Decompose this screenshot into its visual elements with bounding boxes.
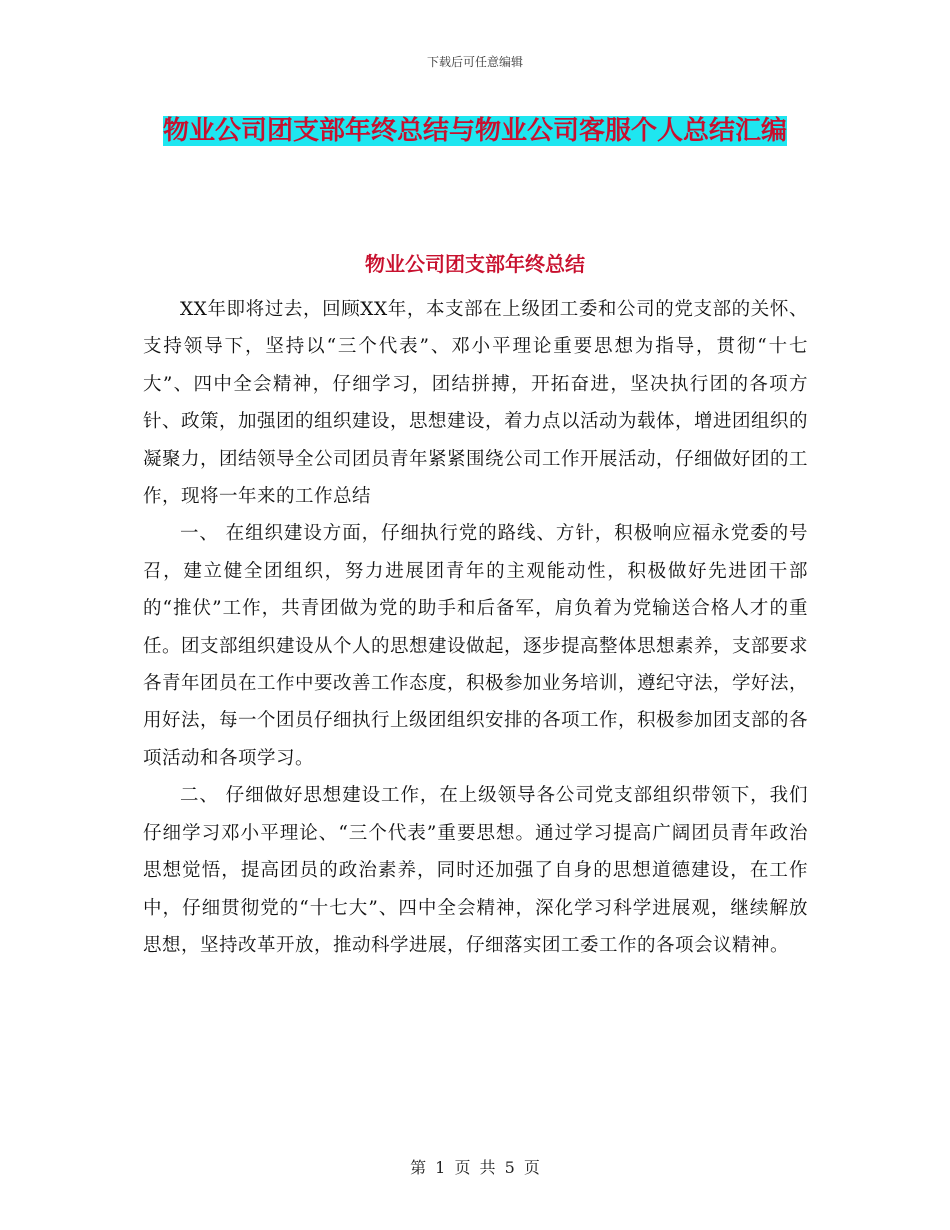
- page-footer: 第 1 页 共 5 页: [410, 1158, 540, 1177]
- section-title: 物业公司团支部年终总结: [365, 252, 585, 276]
- paragraph-intro: XX年即将过去，回顾XX年，本支部在上级团工委和公司的党支部的关怀、支持领导下，坚持以“三个代表”、邓小平理论重要思想为指导，贯彻“十七大”、四中全会精神，仔细学习，团结拼搏，开拓奋进，坚决执行团的各项方针、政策，加强团的组织建设，思想建设，着力点以活动为载体，增进团组织的凝聚力，团结领导全公司团员青年紧紧围绕公司工作开展活动，仔细做好团的工作，现将一年来的工作总结: [143, 299, 809, 508]
- document-title-text: 物业公司团支部年终总结与物业公司客服个人总结汇编: [162, 116, 787, 146]
- document-body: [143, 291, 808, 964]
- paragraph-ideology: 二、 仔细做好思想建设工作，在上级领导各公司党支部组织带领下，我们仔细学习邓小平理论、“三个代表”重要思想。通过学习提高广阔团员青年政治思想觉悟，提高团员的政治素养，同时还加强了自身的思想道德建设，在工作中，仔细贯彻党的“十七大”、四中全会精神，深化学习科学进展观，继续解放思想，坚持改革开放，推动科学进展，仔细落实团工委工作的各项会议精神。: [143, 785, 808, 956]
- paragraph-organization: 一、 在组织建设方面，仔细执行党的路线、方针，积极响应福永党委的号召，建立健全团组织，努力进展团青年的主观能动性，积极做好先进团干部的“推伏”工作，共青团做为党的助手和后备军，肩负着为党输送合格人才的重任。团支部组织建设从个人的思想建设做起，逐步提高整体思想素养，支部要求各青年团员在工作中要改善工作态度，积极参加业务培训，遵纪守法，学好法，用好法，每一个团员仔细执行上级团组织安排的各项工作，积极参加团支部的各项活动和各项学习。: [143, 523, 809, 769]
- document-title: [145, 108, 805, 154]
- header-note: 下载后可任意编辑: [426, 55, 523, 69]
